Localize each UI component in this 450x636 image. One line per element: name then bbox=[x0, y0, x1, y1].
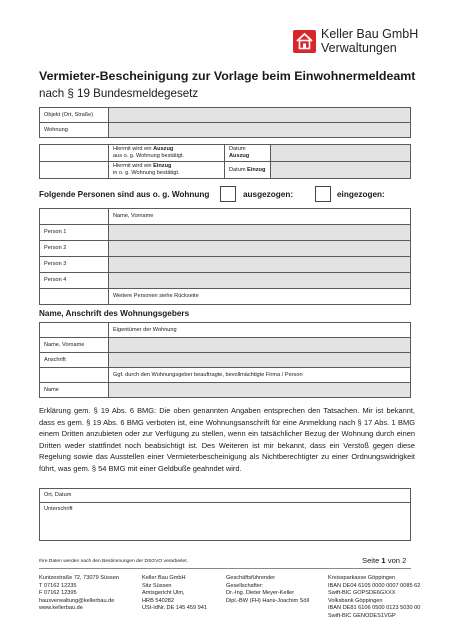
persons-col-name: Name, Vorname bbox=[109, 209, 411, 225]
moved-in-label: eingezogen: bbox=[337, 190, 385, 199]
person-row-label: Person 4 bbox=[40, 273, 109, 289]
persons-more-spacer bbox=[40, 289, 109, 305]
move-out-date-field[interactable] bbox=[271, 145, 411, 162]
privacy-note: Ihre Daten werden nach den Bestimmungen der DSGVO verarbeitet. bbox=[39, 559, 188, 564]
move-in-text: Hiermit wird ein Einzug in o. g. Wohnung bestätigt. bbox=[109, 162, 225, 179]
page-title: Vermieter-Bescheinigung zur Vorlage beim Einwohnermeldeamt bbox=[39, 69, 416, 83]
landlord-name-label: Name, Vorname bbox=[40, 338, 109, 353]
page-subtitle: nach § 19 Bundesmeldegesetz bbox=[39, 87, 199, 100]
move-in-date-label: Datum Einzug bbox=[225, 162, 271, 179]
place-date-label: Ort, Datum bbox=[44, 492, 72, 499]
landlord-address-field[interactable] bbox=[109, 353, 411, 368]
move-table bbox=[39, 144, 411, 179]
declaration-text: Erklärung gem. § 19 Abs. 6 BMG: Die oben genannten Angaben entsprechen den Tatsachen. Mir ist bekannt, dass es gem. § 19 Abs. 6 BMG verboten ist, eine Wohnungsanschrift für eine Anmeldung nach § 17 Abs. 1 BMG einem Dritten anzubieten oder zur Verfügung zu stellen, wenn ein tatsächlicher Bezug der Wohnung durch einen Dritten weder stattfindet noch beabsichtigt ist. Des Weiteren ist mir bekannt, dass ein Verstoß gegen diese Regelung sowie das Ausstellen einer Vermieterbescheinigung als Nichtberechtigter zu einer Ordnungswidrigkeit führt, was gem. § 54 BMG mit einer Geldbuße geahndet wird. bbox=[39, 406, 415, 473]
moved-in-checkbox[interactable] bbox=[315, 186, 331, 202]
landlord-agent-label: Ggf. durch den Wohnungsgeber beauftragte, bevollmächtigte Firma / Person bbox=[109, 368, 411, 383]
persons-more-note: Weitere Personen siehe Rückseite bbox=[109, 289, 411, 305]
landlord-agent-spacer bbox=[40, 368, 109, 383]
person-3-field[interactable] bbox=[109, 257, 411, 273]
footer-divider bbox=[39, 568, 411, 569]
move-out-spacer bbox=[40, 145, 109, 162]
footer-management: Geschäftsführender Gesellschafter: Dr.-Ing. Dieter Meyer-Keller Dipl.-BW (FH) Hans-Joachim Söll bbox=[226, 575, 309, 604]
page-number: Seite 1 von 2 bbox=[362, 556, 407, 565]
footer-email-link[interactable]: hausverwaltung@kellerbau.de bbox=[39, 597, 115, 604]
company-logo-text: Keller Bau GmbH Verwaltungen bbox=[321, 27, 419, 55]
apartment-label: Wohnung bbox=[40, 123, 109, 138]
footer-website-link[interactable]: www.kellerbau.de bbox=[39, 605, 83, 612]
landlord-table bbox=[39, 322, 411, 398]
apartment-field[interactable] bbox=[109, 123, 411, 138]
agent-name-label: Name bbox=[40, 383, 109, 398]
person-row-label: Person 2 bbox=[40, 241, 109, 257]
logo-house-icon bbox=[293, 30, 316, 53]
move-out-text: Hiermit wird ein Auszug aus o. g. Wohnung bestätigt. bbox=[109, 145, 225, 162]
persons-header-spacer bbox=[40, 209, 109, 225]
move-in-date-field[interactable] bbox=[271, 162, 411, 179]
persons-heading: Folgende Personen sind aus o. g. Wohnung bbox=[39, 190, 210, 199]
object-label: Objekt (Ort, Straße) bbox=[40, 108, 109, 123]
footer-contact: Kuntzestraße 72, 73079 Süssen T 07162 12235 F 07162 12395 hausverwaltung@kellerbau.de www.kellerbau.de bbox=[39, 575, 119, 612]
signature-table bbox=[39, 488, 411, 541]
moved-out-checkbox[interactable] bbox=[220, 186, 236, 202]
move-in-spacer bbox=[40, 162, 109, 179]
person-row-label: Person 3 bbox=[40, 257, 109, 273]
footer-company: Keller Bau GmbH Sitz Süssen Amtsgericht Ulm, HRB 540282 USt-IdNr. DE 145 459 941 bbox=[142, 575, 207, 612]
place-date-field[interactable] bbox=[40, 489, 411, 503]
landlord-heading: Name, Anschrift des Wohnungsgebers bbox=[39, 309, 190, 318]
person-2-field[interactable] bbox=[109, 241, 411, 257]
landlord-address-label: Anschrift bbox=[40, 353, 109, 368]
object-field[interactable] bbox=[109, 108, 411, 123]
signature-label: Unterschrift bbox=[44, 506, 73, 512]
footer-banking: Kreissparkasse Göppingen IBAN DE04 6105 0000 0007 0085 62 Swift-BIC GOPSDE6GXXX Volksbank Göppingen IBAN DE81 6106 0500 0123 5030 00 Swift-BIC GENODES1VGP bbox=[328, 575, 421, 619]
landlord-name-field[interactable] bbox=[109, 338, 411, 353]
agent-name-field[interactable] bbox=[109, 383, 411, 398]
person-row-label: Person 1 bbox=[40, 225, 109, 241]
object-table bbox=[39, 107, 411, 138]
persons-table bbox=[39, 208, 411, 305]
move-out-date-label: Datum Auszug bbox=[225, 145, 271, 162]
person-1-field[interactable] bbox=[109, 225, 411, 241]
moved-out-label: ausgezogen: bbox=[243, 190, 294, 199]
landlord-owner-label: Eigentümer der Wohnung bbox=[109, 323, 411, 338]
landlord-owner-spacer bbox=[40, 323, 109, 338]
person-4-field[interactable] bbox=[109, 273, 411, 289]
signature-field[interactable] bbox=[40, 503, 411, 541]
